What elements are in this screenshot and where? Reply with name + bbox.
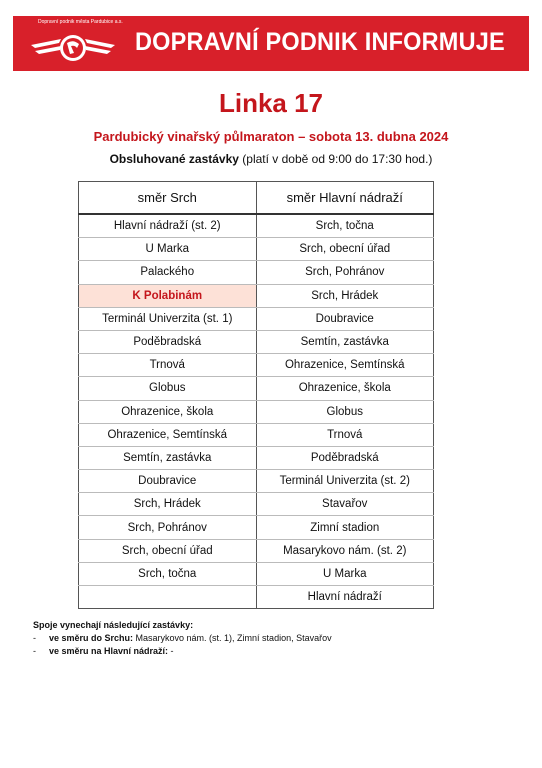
note-item bbox=[33, 645, 332, 658]
dpmp-winged-logo-icon bbox=[25, 21, 121, 67]
note-dash: - bbox=[33, 646, 36, 656]
table-row bbox=[79, 377, 434, 400]
stop-cell-hlavni-nadrazi: Ohrazenice, škola bbox=[256, 377, 434, 400]
column-header-hlavni-nadrazi: směr Hlavní nádraží bbox=[256, 182, 434, 215]
table-row bbox=[79, 470, 434, 493]
service-note-label: Obsluhované zastávky bbox=[109, 152, 239, 166]
table-row bbox=[79, 261, 434, 284]
note-text: - bbox=[168, 646, 174, 656]
table-row bbox=[79, 400, 434, 423]
stop-cell-srch: Srch, Hrádek bbox=[79, 493, 257, 516]
note-dash: - bbox=[33, 633, 36, 643]
stop-cell-hlavni-nadrazi: Poděbradská bbox=[256, 446, 434, 469]
stop-cell-srch bbox=[79, 586, 257, 609]
table-row bbox=[79, 330, 434, 353]
stop-cell-hlavni-nadrazi: Srch, točna bbox=[256, 214, 434, 238]
stop-cell-srch: U Marka bbox=[79, 238, 257, 261]
stop-cell-srch: Terminál Univerzita (st. 1) bbox=[79, 307, 257, 330]
stop-cell-srch: Ohrazenice, škola bbox=[79, 400, 257, 423]
table-row bbox=[79, 238, 434, 261]
stop-cell-hlavni-nadrazi: Stavařov bbox=[256, 493, 434, 516]
stop-cell-hlavni-nadrazi: Doubravice bbox=[256, 307, 434, 330]
table-row bbox=[79, 586, 434, 609]
stop-cell-hlavni-nadrazi: Trnová bbox=[256, 423, 434, 446]
note-label: ve směru na Hlavní nádraží: bbox=[49, 646, 169, 656]
table-row bbox=[79, 539, 434, 562]
stops-table bbox=[78, 181, 434, 609]
stop-cell-hlavni-nadrazi: Zimní stadion bbox=[256, 516, 434, 539]
stop-cell-srch: Doubravice bbox=[79, 470, 257, 493]
stop-cell-srch: Ohrazenice, Semtínská bbox=[79, 423, 257, 446]
stop-cell-hlavni-nadrazi: Srch, obecní úřad bbox=[256, 238, 434, 261]
table-row bbox=[79, 214, 434, 238]
stop-cell-srch: Srch, točna bbox=[79, 562, 257, 585]
stop-cell-srch: Semtín, zastávka bbox=[79, 446, 257, 469]
stop-cell-hlavni-nadrazi: Srch, Hrádek bbox=[256, 284, 434, 307]
table-row bbox=[79, 423, 434, 446]
notes-heading: Spoje vynechají následující zastávky: bbox=[33, 620, 194, 630]
table-row bbox=[79, 307, 434, 330]
stop-cell-hlavni-nadrazi: Srch, Pohránov bbox=[256, 261, 434, 284]
table-row bbox=[79, 446, 434, 469]
stop-cell-hlavni-nadrazi: U Marka bbox=[256, 562, 434, 585]
header-banner bbox=[13, 16, 529, 71]
company-name-small: Dopravní podnik města Pardubice a.s. bbox=[38, 19, 123, 25]
stop-cell-hlavni-nadrazi: Masarykovo nám. (st. 2) bbox=[256, 539, 434, 562]
table-header-row bbox=[79, 182, 434, 215]
service-note-detail: (platí v době od 9:00 do 17:30 hod.) bbox=[238, 152, 433, 166]
note-text: Masarykovo nám. (st. 1), Zimní stadion, Stavařov bbox=[133, 633, 332, 643]
stop-cell-srch: Palackého bbox=[79, 261, 257, 284]
table-row bbox=[79, 562, 434, 585]
table-row bbox=[79, 516, 434, 539]
stop-cell-srch: Trnová bbox=[79, 354, 257, 377]
note-item bbox=[33, 632, 332, 645]
stop-cell-hlavni-nadrazi: Terminál Univerzita (st. 2) bbox=[256, 470, 434, 493]
table-row bbox=[79, 493, 434, 516]
stop-cell-srch: Globus bbox=[79, 377, 257, 400]
stop-cell-hlavni-nadrazi: Ohrazenice, Semtínská bbox=[256, 354, 434, 377]
stop-cell-srch: Poděbradská bbox=[79, 330, 257, 353]
note-label: ve směru do Srchu: bbox=[49, 633, 134, 643]
skipped-stops-notes bbox=[33, 619, 332, 658]
line-title: Linka 17 bbox=[218, 88, 324, 118]
table-row bbox=[79, 284, 434, 307]
event-title: Pardubický vinařský půlmaraton – sobota 13. dubna 2024 bbox=[93, 129, 449, 144]
banner-title: DOPRAVNÍ PODNIK INFORMUJE bbox=[135, 28, 505, 56]
stop-cell-hlavni-nadrazi: Semtín, zastávka bbox=[256, 330, 434, 353]
stop-cell-srch: Srch, obecní úřad bbox=[79, 539, 257, 562]
table-row bbox=[79, 354, 434, 377]
stop-cell-srch: K Polabinám bbox=[79, 284, 257, 307]
stop-cell-hlavni-nadrazi: Hlavní nádraží bbox=[256, 586, 434, 609]
column-header-srch: směr Srch bbox=[79, 182, 257, 215]
stop-cell-srch: Srch, Pohránov bbox=[79, 516, 257, 539]
stop-cell-srch: Hlavní nádraží (st. 2) bbox=[79, 214, 257, 238]
stop-cell-hlavni-nadrazi: Globus bbox=[256, 400, 434, 423]
service-note bbox=[0, 152, 542, 166]
